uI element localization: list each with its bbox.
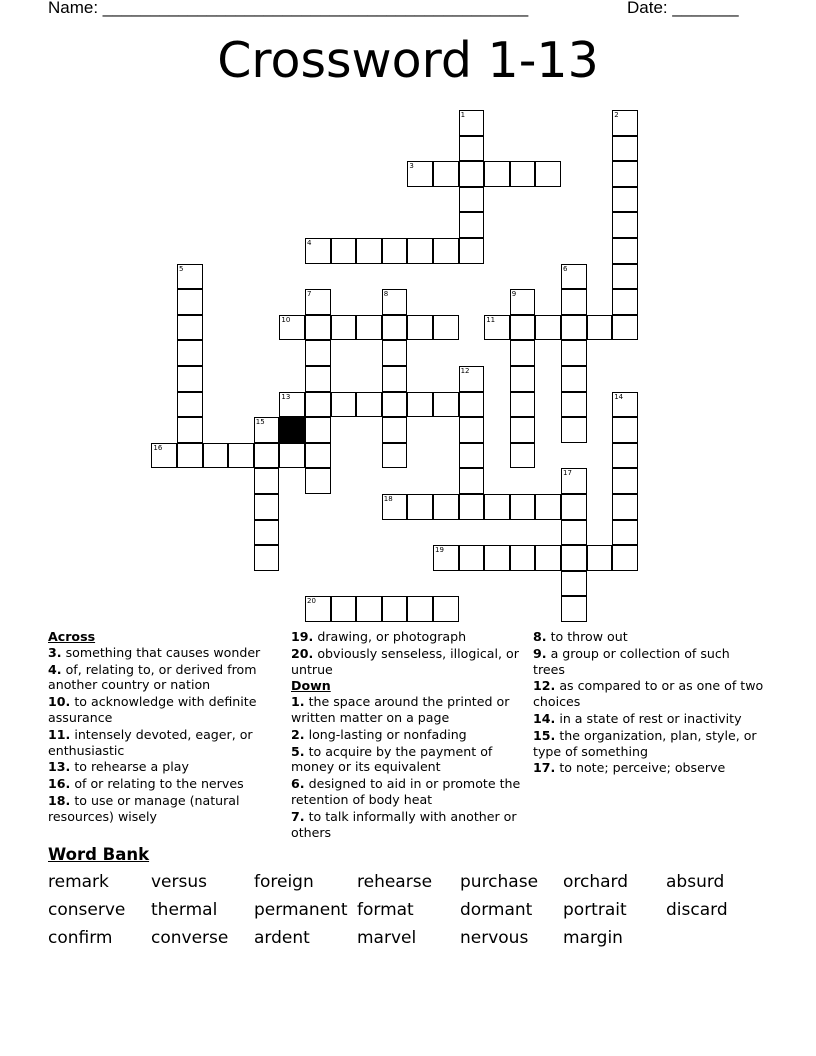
word-bank-word: margin bbox=[563, 928, 623, 948]
crossword-cell[interactable] bbox=[612, 136, 638, 162]
crossword-cell[interactable] bbox=[305, 238, 331, 264]
crossword-cell[interactable] bbox=[612, 545, 638, 571]
crossword-cell[interactable] bbox=[382, 596, 408, 622]
clue-down-5: 5. to acquire by the payment of money or its equivalent bbox=[291, 743, 493, 775]
clue-number: 3 bbox=[409, 162, 414, 171]
clue-number: 17 bbox=[563, 469, 572, 478]
crossword-cell[interactable] bbox=[612, 443, 638, 469]
crossword-cell[interactable] bbox=[433, 238, 459, 264]
crossword-cell[interactable] bbox=[612, 468, 638, 494]
crossword-cell[interactable] bbox=[177, 315, 203, 341]
clues-column-3 bbox=[533, 629, 765, 777]
crossword-cell[interactable] bbox=[612, 494, 638, 520]
word-bank-word: marvel bbox=[357, 928, 417, 948]
crossword-cell[interactable] bbox=[459, 161, 485, 187]
crossword-cell[interactable] bbox=[561, 417, 587, 443]
crossword-cell[interactable] bbox=[254, 468, 280, 494]
crossword-cell[interactable] bbox=[151, 443, 177, 469]
clue-down-17: 17. to note; perceive; observe bbox=[533, 760, 726, 776]
crossword-cell[interactable] bbox=[484, 494, 510, 520]
crossword-cell[interactable] bbox=[561, 315, 587, 341]
word-bank-word: versus bbox=[151, 872, 207, 892]
clue-number: 7 bbox=[307, 290, 312, 299]
clue-number: 11 bbox=[486, 315, 496, 324]
crossword-cell[interactable] bbox=[535, 161, 561, 187]
crossword-cell[interactable] bbox=[459, 545, 485, 571]
crossword-cell[interactable] bbox=[382, 289, 408, 315]
clue-number: 1 bbox=[460, 111, 466, 119]
clue-number: 15 bbox=[255, 418, 265, 427]
clue-number: 2 bbox=[614, 111, 619, 119]
crossword-cell[interactable] bbox=[535, 545, 561, 571]
crossword-cell[interactable] bbox=[510, 545, 536, 571]
clue-down-7: 7. to talk informally with another or others bbox=[291, 808, 517, 840]
crossword-cell[interactable] bbox=[612, 264, 638, 290]
word-bank-word: dormant bbox=[460, 900, 533, 920]
crossword-cell[interactable] bbox=[382, 366, 408, 392]
clue-number: 13 bbox=[281, 392, 291, 401]
crossword-cell[interactable] bbox=[535, 494, 561, 520]
crossword-cell[interactable] bbox=[254, 443, 280, 469]
crossword-cell[interactable] bbox=[433, 545, 459, 571]
word-bank-word: foreign bbox=[254, 872, 314, 892]
crossword-cell[interactable] bbox=[459, 187, 485, 213]
word-bank-heading: Word Bank bbox=[48, 845, 150, 864]
crossword-cell[interactable] bbox=[177, 340, 203, 366]
clue-down-9: 9. a group or collection of such trees bbox=[533, 645, 730, 677]
crossword-cell[interactable] bbox=[331, 238, 357, 264]
crossword-cell[interactable] bbox=[279, 443, 305, 469]
crossword-cell[interactable] bbox=[356, 392, 382, 418]
crossword-cell[interactable] bbox=[612, 315, 638, 341]
clue-number: 10 bbox=[281, 315, 291, 324]
crossword-cell[interactable] bbox=[587, 315, 613, 341]
crossword-cell[interactable] bbox=[510, 315, 536, 341]
word-bank-word: confirm bbox=[48, 928, 113, 948]
clue-across-3: 3. something that causes wonder bbox=[48, 644, 261, 660]
crossword-cell[interactable] bbox=[612, 289, 638, 315]
clue-across-18: 18. to use or manage (natural resources) wisely bbox=[48, 792, 240, 824]
crossword-cell[interactable] bbox=[561, 340, 587, 366]
crossword-cell[interactable] bbox=[356, 596, 382, 622]
crossword-cell[interactable] bbox=[510, 366, 536, 392]
crossword-cell[interactable] bbox=[510, 443, 536, 469]
crossword-cell[interactable] bbox=[561, 596, 587, 622]
clue-across-20: 20. obviously senseless, illogical, or untrue bbox=[291, 645, 519, 677]
crossword-cell[interactable] bbox=[279, 392, 305, 418]
crossword-cell[interactable] bbox=[510, 392, 536, 418]
crossword-cell[interactable] bbox=[382, 392, 408, 418]
word-bank-word: purchase bbox=[460, 872, 539, 892]
page-title: Crossword 1-13 bbox=[217, 32, 599, 89]
name-field-label: Name: _____________________________________________ bbox=[48, 0, 529, 17]
crossword-cell[interactable] bbox=[561, 468, 587, 494]
crossword-cell[interactable] bbox=[510, 494, 536, 520]
clue-across-10: 10. to acknowledge with definite assurance bbox=[48, 694, 257, 725]
clue-number: 14 bbox=[614, 392, 624, 401]
crossword-cell[interactable] bbox=[612, 110, 638, 136]
crossword-cell[interactable] bbox=[561, 392, 587, 418]
word-bank-word: conserve bbox=[48, 900, 126, 920]
crossword-cell[interactable] bbox=[177, 392, 203, 418]
crossword-cell[interactable] bbox=[459, 494, 485, 520]
word-bank-word: rehearse bbox=[357, 872, 433, 892]
clue-across-4: 4. of, relating to, or derived from another country or nation bbox=[48, 661, 257, 693]
clue-down-1: 1. the space around the printed or written matter on a page bbox=[291, 694, 510, 725]
clue-across-13: 13. to rehearse a play bbox=[48, 759, 189, 775]
crossword-cell[interactable] bbox=[305, 315, 331, 341]
clue-number: 8 bbox=[383, 290, 389, 299]
clue-across-16: 16. of or relating to the nerves bbox=[48, 776, 244, 792]
down-heading: Down bbox=[291, 678, 331, 694]
crossword-cell[interactable] bbox=[177, 264, 203, 290]
crossword-cell[interactable] bbox=[356, 315, 382, 341]
crossword-cell[interactable] bbox=[561, 366, 587, 392]
crossword-cell[interactable] bbox=[561, 264, 587, 290]
crossword-cell[interactable] bbox=[433, 596, 459, 622]
word-bank-word: absurd bbox=[666, 872, 725, 892]
crossword-cell[interactable] bbox=[561, 571, 587, 597]
clue-number: 16 bbox=[153, 443, 163, 452]
crossword-cell[interactable] bbox=[407, 238, 433, 264]
crossword-cell[interactable] bbox=[433, 315, 459, 341]
crossword-cell[interactable] bbox=[177, 443, 203, 469]
crossword-cell[interactable] bbox=[459, 110, 485, 136]
crossword-cell[interactable] bbox=[356, 238, 382, 264]
clue-down-14: 14. in a state of rest or inactivity bbox=[533, 710, 742, 726]
clue-number: 18 bbox=[383, 495, 393, 503]
crossword-cell[interactable] bbox=[305, 443, 331, 469]
crossword-cell[interactable] bbox=[433, 494, 459, 520]
crossword-cell[interactable] bbox=[305, 392, 331, 418]
crossword-cell[interactable] bbox=[612, 392, 638, 418]
crossword-cell[interactable] bbox=[382, 340, 408, 366]
crossword-cell[interactable] bbox=[305, 289, 331, 315]
across-heading: Across bbox=[48, 629, 96, 644]
crossword-cell[interactable] bbox=[203, 443, 229, 469]
crossword-cell[interactable] bbox=[177, 366, 203, 392]
crossword-cell[interactable] bbox=[510, 417, 536, 443]
clue-down-2: 2. long-lasting or nonfading bbox=[291, 726, 467, 742]
crossword-cell[interactable] bbox=[254, 545, 280, 571]
crossword-cell[interactable] bbox=[612, 212, 638, 238]
date-field-label: Date: _______ bbox=[627, 0, 739, 17]
crossword-cell[interactable] bbox=[459, 212, 485, 238]
crossword-cell[interactable] bbox=[305, 340, 331, 366]
crossword-cell[interactable] bbox=[382, 315, 408, 341]
crossword-cell[interactable] bbox=[561, 545, 587, 571]
crossword-cell[interactable] bbox=[382, 417, 408, 443]
crossword-cell[interactable] bbox=[510, 161, 536, 187]
crossword-cell[interactable] bbox=[459, 417, 485, 443]
crossword-cell[interactable] bbox=[177, 417, 203, 443]
crossword-cell[interactable] bbox=[561, 494, 587, 520]
crossword-cell[interactable] bbox=[305, 417, 331, 443]
clue-down-6: 6. designed to aid in or promote the retention of body heat bbox=[291, 776, 521, 807]
crossword-cell[interactable] bbox=[612, 187, 638, 213]
word-bank-word: portrait bbox=[563, 900, 627, 920]
clue-across-11: 11. intensely devoted, eager, or enthusiastic bbox=[48, 726, 253, 758]
clue-across-19: 19. drawing, or photograph bbox=[291, 629, 467, 644]
crossword-cell[interactable] bbox=[612, 161, 638, 187]
clues-column-2 bbox=[291, 629, 523, 841]
crossword-cell[interactable] bbox=[587, 545, 613, 571]
clue-number: 20 bbox=[307, 597, 316, 606]
crossword-cell[interactable] bbox=[433, 392, 459, 418]
word-bank-word: permanent bbox=[254, 900, 348, 920]
crossword-cell[interactable] bbox=[305, 468, 331, 494]
crossword-cell[interactable] bbox=[407, 315, 433, 341]
clues-column-1 bbox=[48, 629, 280, 826]
crossword-cell[interactable] bbox=[510, 289, 536, 315]
word-bank-word: remark bbox=[48, 872, 109, 892]
crossword-cell[interactable] bbox=[331, 315, 357, 341]
crossword-cell[interactable] bbox=[459, 468, 485, 494]
word-bank-word: converse bbox=[151, 928, 229, 948]
crossword-cell[interactable] bbox=[382, 494, 408, 520]
crossword-cell[interactable] bbox=[612, 238, 638, 264]
crossword-cell[interactable] bbox=[407, 494, 433, 520]
clue-number: 9 bbox=[511, 290, 517, 299]
word-bank-word: format bbox=[357, 900, 414, 920]
clue-number: 6 bbox=[563, 264, 568, 273]
crossword-cell[interactable] bbox=[382, 238, 408, 264]
crossword-cell[interactable] bbox=[612, 417, 638, 443]
crossword-cell[interactable] bbox=[305, 366, 331, 392]
clue-number: 4 bbox=[307, 239, 312, 247]
clue-number: 12 bbox=[460, 367, 470, 375]
crossword-cell[interactable] bbox=[433, 161, 459, 187]
clue-down-12: 12. as compared to or as one of two choices bbox=[533, 678, 764, 710]
crossword-cell[interactable] bbox=[510, 340, 536, 366]
crossword-cell[interactable] bbox=[228, 443, 254, 469]
crossword-cell[interactable] bbox=[254, 520, 280, 546]
crossword-cell[interactable] bbox=[254, 417, 280, 443]
word-bank-word: orchard bbox=[563, 872, 629, 892]
crossword-cell[interactable] bbox=[177, 289, 203, 315]
crossword-cell[interactable] bbox=[331, 596, 357, 622]
word-bank-word: nervous bbox=[460, 928, 529, 948]
crossword-cell[interactable] bbox=[561, 289, 587, 315]
crossword-block-cell bbox=[279, 417, 305, 443]
crossword-cell[interactable] bbox=[561, 520, 587, 546]
clue-number: 5 bbox=[179, 264, 184, 273]
word-bank-word: thermal bbox=[151, 900, 218, 920]
crossword-cell[interactable] bbox=[459, 366, 485, 392]
crossword-cell[interactable] bbox=[305, 596, 331, 622]
crossword-cell[interactable] bbox=[279, 315, 305, 341]
crossword-cell[interactable] bbox=[459, 136, 485, 162]
crossword-cell[interactable] bbox=[535, 315, 561, 341]
crossword-cell[interactable] bbox=[407, 392, 433, 418]
crossword-cell[interactable] bbox=[331, 392, 357, 418]
crossword-cell[interactable] bbox=[484, 161, 510, 187]
crossword-cell[interactable] bbox=[407, 161, 433, 187]
clue-down-15: 15. the organization, plan, style, or type of something bbox=[533, 727, 757, 759]
clue-down-8: 8. to throw out bbox=[533, 629, 628, 644]
crossword-cell[interactable] bbox=[484, 315, 510, 341]
crossword-cell[interactable] bbox=[612, 520, 638, 546]
crossword-cell[interactable] bbox=[484, 545, 510, 571]
crossword-cell[interactable] bbox=[459, 238, 485, 264]
clue-number: 19 bbox=[435, 546, 444, 555]
crossword-cell[interactable] bbox=[459, 392, 485, 418]
crossword-cell[interactable] bbox=[459, 443, 485, 469]
crossword-cell[interactable] bbox=[407, 596, 433, 622]
word-bank-word: ardent bbox=[254, 928, 310, 948]
crossword-cell[interactable] bbox=[382, 443, 408, 469]
word-bank-word: discard bbox=[666, 900, 728, 920]
crossword-cell[interactable] bbox=[254, 494, 280, 520]
